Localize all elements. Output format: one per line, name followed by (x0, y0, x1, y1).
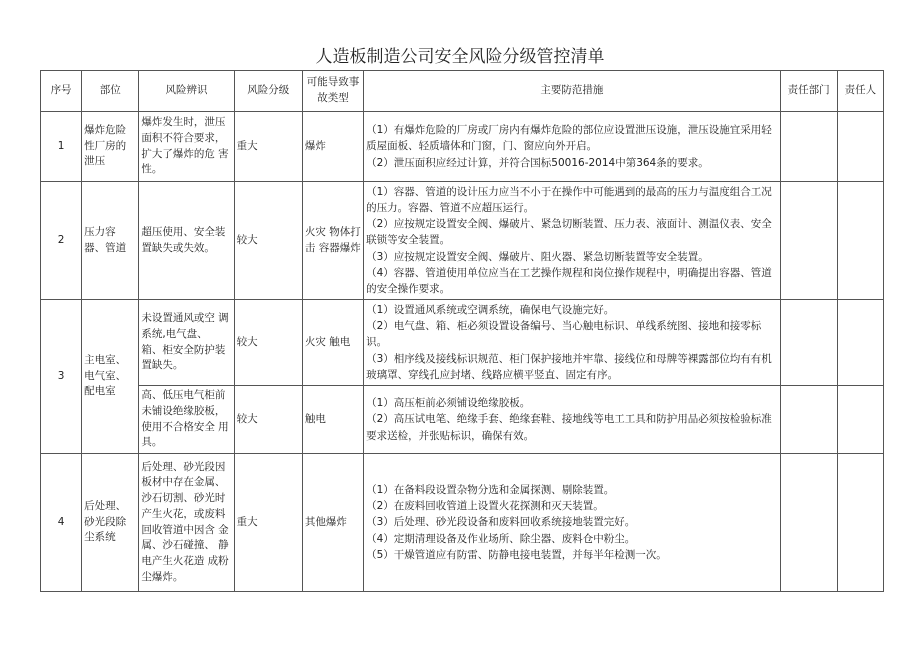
cell-dept (780, 300, 837, 386)
cell-dept (780, 112, 837, 182)
cell-accident: 火灾 物体打击 容器爆炸 (302, 182, 363, 300)
header-row (41, 71, 884, 112)
cell-part: 后处理、砂光段除尘系统 (82, 454, 139, 592)
measure-item: （3）应按规定设置安全阀、爆破片、阻火器、紧急切断装置等安全装置。 (366, 250, 709, 263)
cell-seq: 1 (41, 112, 82, 182)
cell-person (837, 454, 883, 592)
header-accident: 可能导致事故类型 (302, 71, 363, 112)
cell-level: 较大 (234, 386, 302, 454)
measure-item: （1）有爆炸危险的厂房或厂房内有爆炸危险的部位应设置泄压设施，泄压设施宜采用轻质屋面板、轻质墙体和门窗，门、窗应向外开启。 (366, 124, 772, 153)
measure-item: （3）相序线及接线标识规范、柜门保护接地并牢靠、接线位和母牌等裸露部位均有有机玻璃罩、穿线孔应封堵、线路应横平竖直、固定有序。 (366, 352, 772, 381)
cell-accident: 爆炸 (302, 112, 363, 182)
cell-measures (364, 386, 780, 454)
measure-item: （2）应按规定设置安全阀、爆破片、紧急切断装置、压力表、液面计、测温仪表、安全联锁等安全装置。 (366, 218, 772, 247)
cell-level: 重大 (234, 454, 302, 592)
header-seq: 序号 (41, 71, 82, 112)
measure-item: （1）高压柜前必须铺设绝缘胶板。 (366, 397, 531, 410)
table-row (41, 386, 884, 454)
measure-item: （4）容器、管道使用单位应当在工艺操作规程和岗位操作规程中，明确提出容器、管道的安全操作要求。 (366, 266, 772, 296)
cell-person (837, 182, 883, 300)
cell-seq: 4 (41, 454, 82, 592)
header-level: 风险分级 (234, 71, 302, 112)
page-title: 人造板制造公司安全风险分级管控清单 (315, 47, 605, 67)
measure-item: （1）在备料段设置杂物分选和金属探测、剔除装置。 (366, 483, 615, 496)
cell-risk: 未设置通风或空 调系统,电气盘、 箱、柜安全防护装 置缺失。 (139, 300, 234, 386)
measure-item: （2）电气盘、箱、柜必须设置设备编号、当心触电标识、单线系统图、接地和接零标识。 (366, 320, 762, 349)
cell-accident: 触电 (302, 386, 363, 454)
measure-item: （4）定期清理设备及作业场所、除尘器、废料仓中粉尘。 (366, 532, 636, 545)
measure-item: （2）泄压面积应经过计算，并符合国标50016-2014中第364条的要求。 (366, 156, 709, 169)
cell-risk: 爆炸发生时，泄压面积不符合要求，扩大了爆炸的危 害性。 (139, 112, 234, 182)
cell-measures (364, 112, 780, 182)
cell-accident: 其他爆炸 (302, 454, 363, 592)
cell-person (837, 386, 883, 454)
table-row (41, 454, 884, 592)
cell-risk: 高、低压电气柜前未铺设绝缘胶板，使用不合格安全 用具。 (139, 386, 234, 454)
cell-risk: 后处理、砂光段因板材中存在金属、沙石切割、砂光时产生火花，或废料回收管道中因含 金属、沙石碰撞、 静电产生火花造 成粉尘爆炸。 (139, 454, 234, 592)
measure-item: （2）在废料回收管道上设置火花探测和灭天装置。 (366, 500, 604, 513)
cell-accident: 火灾 触电 (302, 300, 363, 386)
cell-measures (364, 454, 780, 592)
header-part: 部位 (82, 71, 139, 112)
cell-level: 较大 (234, 300, 302, 386)
cell-risk: 超压使用、安全装置缺失或失效。 (139, 182, 234, 300)
header-measures: 主要防范措施 (364, 71, 780, 112)
cell-part: 主电室、电气室、配电室 (82, 300, 139, 454)
header-person: 责任人 (837, 71, 883, 112)
table-row (41, 300, 884, 386)
cell-dept (780, 182, 837, 300)
measure-item: （2）高压试电笔、绝缘手套、绝缘套鞋、接地线等电工工具和防护用品必须按检验标准要求送检，并张贴标识，确保有效。 (366, 413, 772, 442)
header-risk: 风险辨识 (139, 71, 234, 112)
cell-measures (364, 300, 780, 386)
measure-item: （3）后处理、砂光段设备和废料回收系统接地装置完好。 (366, 516, 636, 529)
header-dept: 责任部门 (780, 71, 837, 112)
cell-dept (780, 454, 837, 592)
cell-level: 重大 (234, 112, 302, 182)
cell-part: 爆炸危险性厂房的泄压 (82, 112, 139, 182)
cell-dept (780, 386, 837, 454)
measure-item: （1）设置通风系统或空调系统，确保电气设施完好。 (366, 303, 615, 316)
table-row (41, 182, 884, 300)
measure-item: （5）干燥管道应有防雷、防静电接电装置，并每半年检测一次。 (366, 548, 667, 561)
cell-person (837, 300, 883, 386)
cell-measures (364, 182, 780, 300)
cell-person (837, 112, 883, 182)
cell-part: 压力容器、管道 (82, 182, 139, 300)
cell-seq: 2 (41, 182, 82, 300)
measure-item: （1）容器、管道的设计压力应当不小于在操作中可能遇到的最高的压力与温度组合工况的压力。容器、管道不应超压运行。 (366, 185, 772, 214)
table-row (41, 112, 884, 182)
cell-seq: 3 (41, 300, 82, 454)
risk-table (40, 70, 884, 592)
cell-level: 较大 (234, 182, 302, 300)
